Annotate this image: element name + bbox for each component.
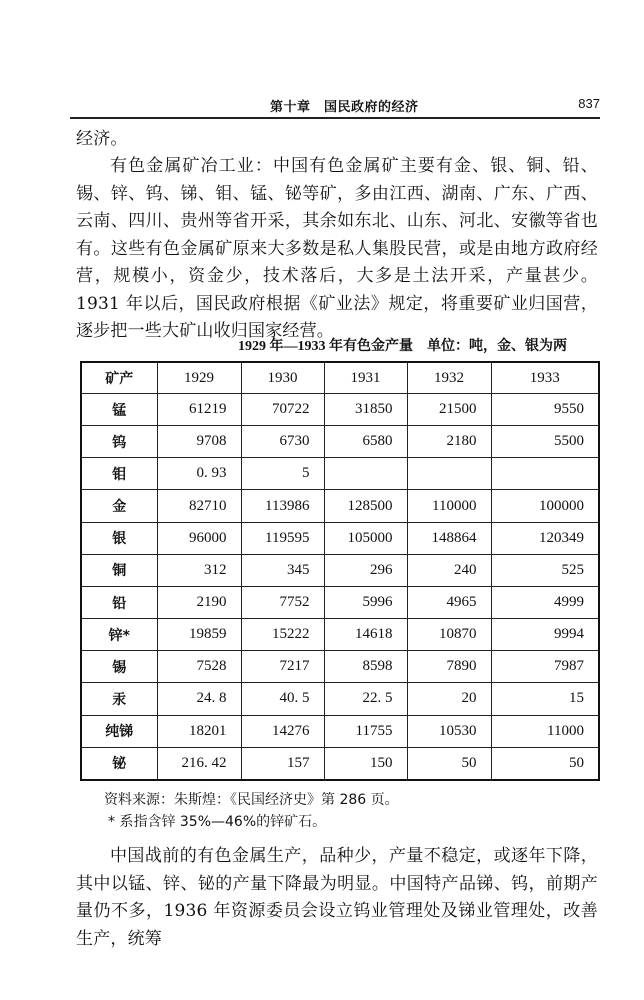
value-cell: 61219 xyxy=(157,394,241,426)
value-cell: 96000 xyxy=(157,522,241,554)
table-row xyxy=(81,490,599,522)
value-cell: 5 xyxy=(241,458,324,490)
value-cell: 50 xyxy=(491,747,599,780)
mineral-name-cell: 锡 xyxy=(81,651,157,683)
value-cell: 50 xyxy=(407,747,491,780)
header-cell: 1931 xyxy=(324,362,407,394)
value-cell: 113986 xyxy=(241,490,324,522)
value-cell: 7528 xyxy=(157,651,241,683)
value-cell: 11000 xyxy=(491,715,599,747)
chapter-title: 第十章 国民政府的经济 xyxy=(270,100,419,115)
value-cell: 120349 xyxy=(491,522,599,554)
value-cell: 119595 xyxy=(241,522,324,554)
table-row xyxy=(81,554,599,586)
value-cell: 312 xyxy=(157,554,241,586)
mineral-name-cell: 铋 xyxy=(81,747,157,780)
value-cell: 40. 5 xyxy=(241,683,324,715)
mineral-name-cell: 纯锑 xyxy=(81,715,157,747)
value-cell: 4999 xyxy=(491,586,599,618)
production-table xyxy=(80,361,600,781)
value-cell: 2180 xyxy=(407,426,491,458)
value-cell: 9550 xyxy=(491,394,599,426)
value-cell: 110000 xyxy=(407,490,491,522)
value-cell: 10530 xyxy=(407,715,491,747)
paragraph-nonferrous-industry: 有色金属矿冶工业：中国有色金属矿主要有金、银、铜、铅、锡、锌、钨、锑、钼、锰、铋等矿，多由江西、湖南、广东、广西、云南、四川、贵州等省开采，其余如东北、山东、河北、安徽等省也有。这些有色金属矿原来大多数是私人集股民营，或是由地方政府经营，规模小，资金少，技术落后，大多是土法开采，产量甚少。1931 年以后，国民政府根据《矿业法》规定，将重要矿业归国营，逐步把一些大矿山收归国家经营。 xyxy=(76,156,598,341)
header-rule xyxy=(70,117,600,119)
value-cell: 7987 xyxy=(491,651,599,683)
value-cell: 82710 xyxy=(157,490,241,522)
table-row xyxy=(81,586,599,618)
mineral-name-cell: 汞 xyxy=(81,683,157,715)
value-cell xyxy=(324,458,407,490)
table-row xyxy=(81,683,599,715)
mineral-name-cell: 锌* xyxy=(81,619,157,651)
mineral-name-cell: 钼 xyxy=(81,458,157,490)
value-cell: 6730 xyxy=(241,426,324,458)
value-cell: 100000 xyxy=(491,490,599,522)
value-cell: 15222 xyxy=(241,619,324,651)
value-cell xyxy=(407,458,491,490)
value-cell: 9708 xyxy=(157,426,241,458)
mineral-name-cell: 金 xyxy=(81,490,157,522)
value-cell: 14618 xyxy=(324,619,407,651)
table-row xyxy=(81,619,599,651)
table-row xyxy=(81,747,599,780)
value-cell: 0. 93 xyxy=(157,458,241,490)
value-cell: 216. 42 xyxy=(157,747,241,780)
value-cell: 7890 xyxy=(407,651,491,683)
mineral-name-cell: 锰 xyxy=(81,394,157,426)
table-header-row xyxy=(81,362,599,394)
value-cell: 20 xyxy=(407,683,491,715)
value-cell: 148864 xyxy=(407,522,491,554)
header-cell: 1933 xyxy=(491,362,599,394)
header-cell: 1930 xyxy=(241,362,324,394)
mineral-name-cell: 银 xyxy=(81,522,157,554)
value-cell: 14276 xyxy=(241,715,324,747)
running-header xyxy=(70,96,600,116)
header-cell: 矿产 xyxy=(81,362,157,394)
value-cell xyxy=(491,458,599,490)
value-cell: 105000 xyxy=(324,522,407,554)
table-row xyxy=(81,651,599,683)
value-cell: 128500 xyxy=(324,490,407,522)
value-cell: 9994 xyxy=(491,619,599,651)
value-cell: 21500 xyxy=(407,394,491,426)
value-cell: 22. 5 xyxy=(324,683,407,715)
value-cell: 4965 xyxy=(407,586,491,618)
value-cell: 11755 xyxy=(324,715,407,747)
table-row xyxy=(81,394,599,426)
header-cell: 1932 xyxy=(407,362,491,394)
mineral-name-cell: 钨 xyxy=(81,426,157,458)
value-cell: 24. 8 xyxy=(157,683,241,715)
value-cell: 19859 xyxy=(157,619,241,651)
table-caption: 1929 年—1933 年有色金产量 单位：吨，金、银为两 xyxy=(238,339,567,354)
table-row xyxy=(81,522,599,554)
value-cell: 5996 xyxy=(324,586,407,618)
header-cell: 1929 xyxy=(157,362,241,394)
mineral-name-cell: 铜 xyxy=(81,554,157,586)
value-cell: 296 xyxy=(324,554,407,586)
value-cell: 31850 xyxy=(324,394,407,426)
value-cell: 525 xyxy=(491,554,599,586)
value-cell: 157 xyxy=(241,747,324,780)
value-cell: 18201 xyxy=(157,715,241,747)
value-cell: 7217 xyxy=(241,651,324,683)
value-cell: 2190 xyxy=(157,586,241,618)
value-cell: 8598 xyxy=(324,651,407,683)
value-cell: 7752 xyxy=(241,586,324,618)
mineral-name-cell: 铅 xyxy=(81,586,157,618)
value-cell: 10870 xyxy=(407,619,491,651)
value-cell: 15 xyxy=(491,683,599,715)
footnote: * 系指含锌 35%—46%的锌矿石。 xyxy=(108,814,327,830)
source-note: 资料来源：朱斯煌：《民国经济史》第 286 页。 xyxy=(104,792,399,808)
paragraph-continuation: 经济。 xyxy=(76,129,128,149)
value-cell: 150 xyxy=(324,747,407,780)
table-row xyxy=(81,426,599,458)
value-cell: 5500 xyxy=(491,426,599,458)
value-cell: 70722 xyxy=(241,394,324,426)
paragraph-prewar-production: 中国战前的有色金属生产，品种少，产量不稳定，或逐年下降，其中以锰、锌、铋的产量下降最为明显。中国特产品锑、钨，前期产量仍不多，1936 年资源委员会设立钨业管理处及锑业管理处，改善生产，统筹 xyxy=(76,846,598,949)
page-number: 837 xyxy=(578,96,600,111)
table-row xyxy=(81,458,599,490)
value-cell: 240 xyxy=(407,554,491,586)
value-cell: 6580 xyxy=(324,426,407,458)
value-cell: 345 xyxy=(241,554,324,586)
table-row xyxy=(81,715,599,747)
